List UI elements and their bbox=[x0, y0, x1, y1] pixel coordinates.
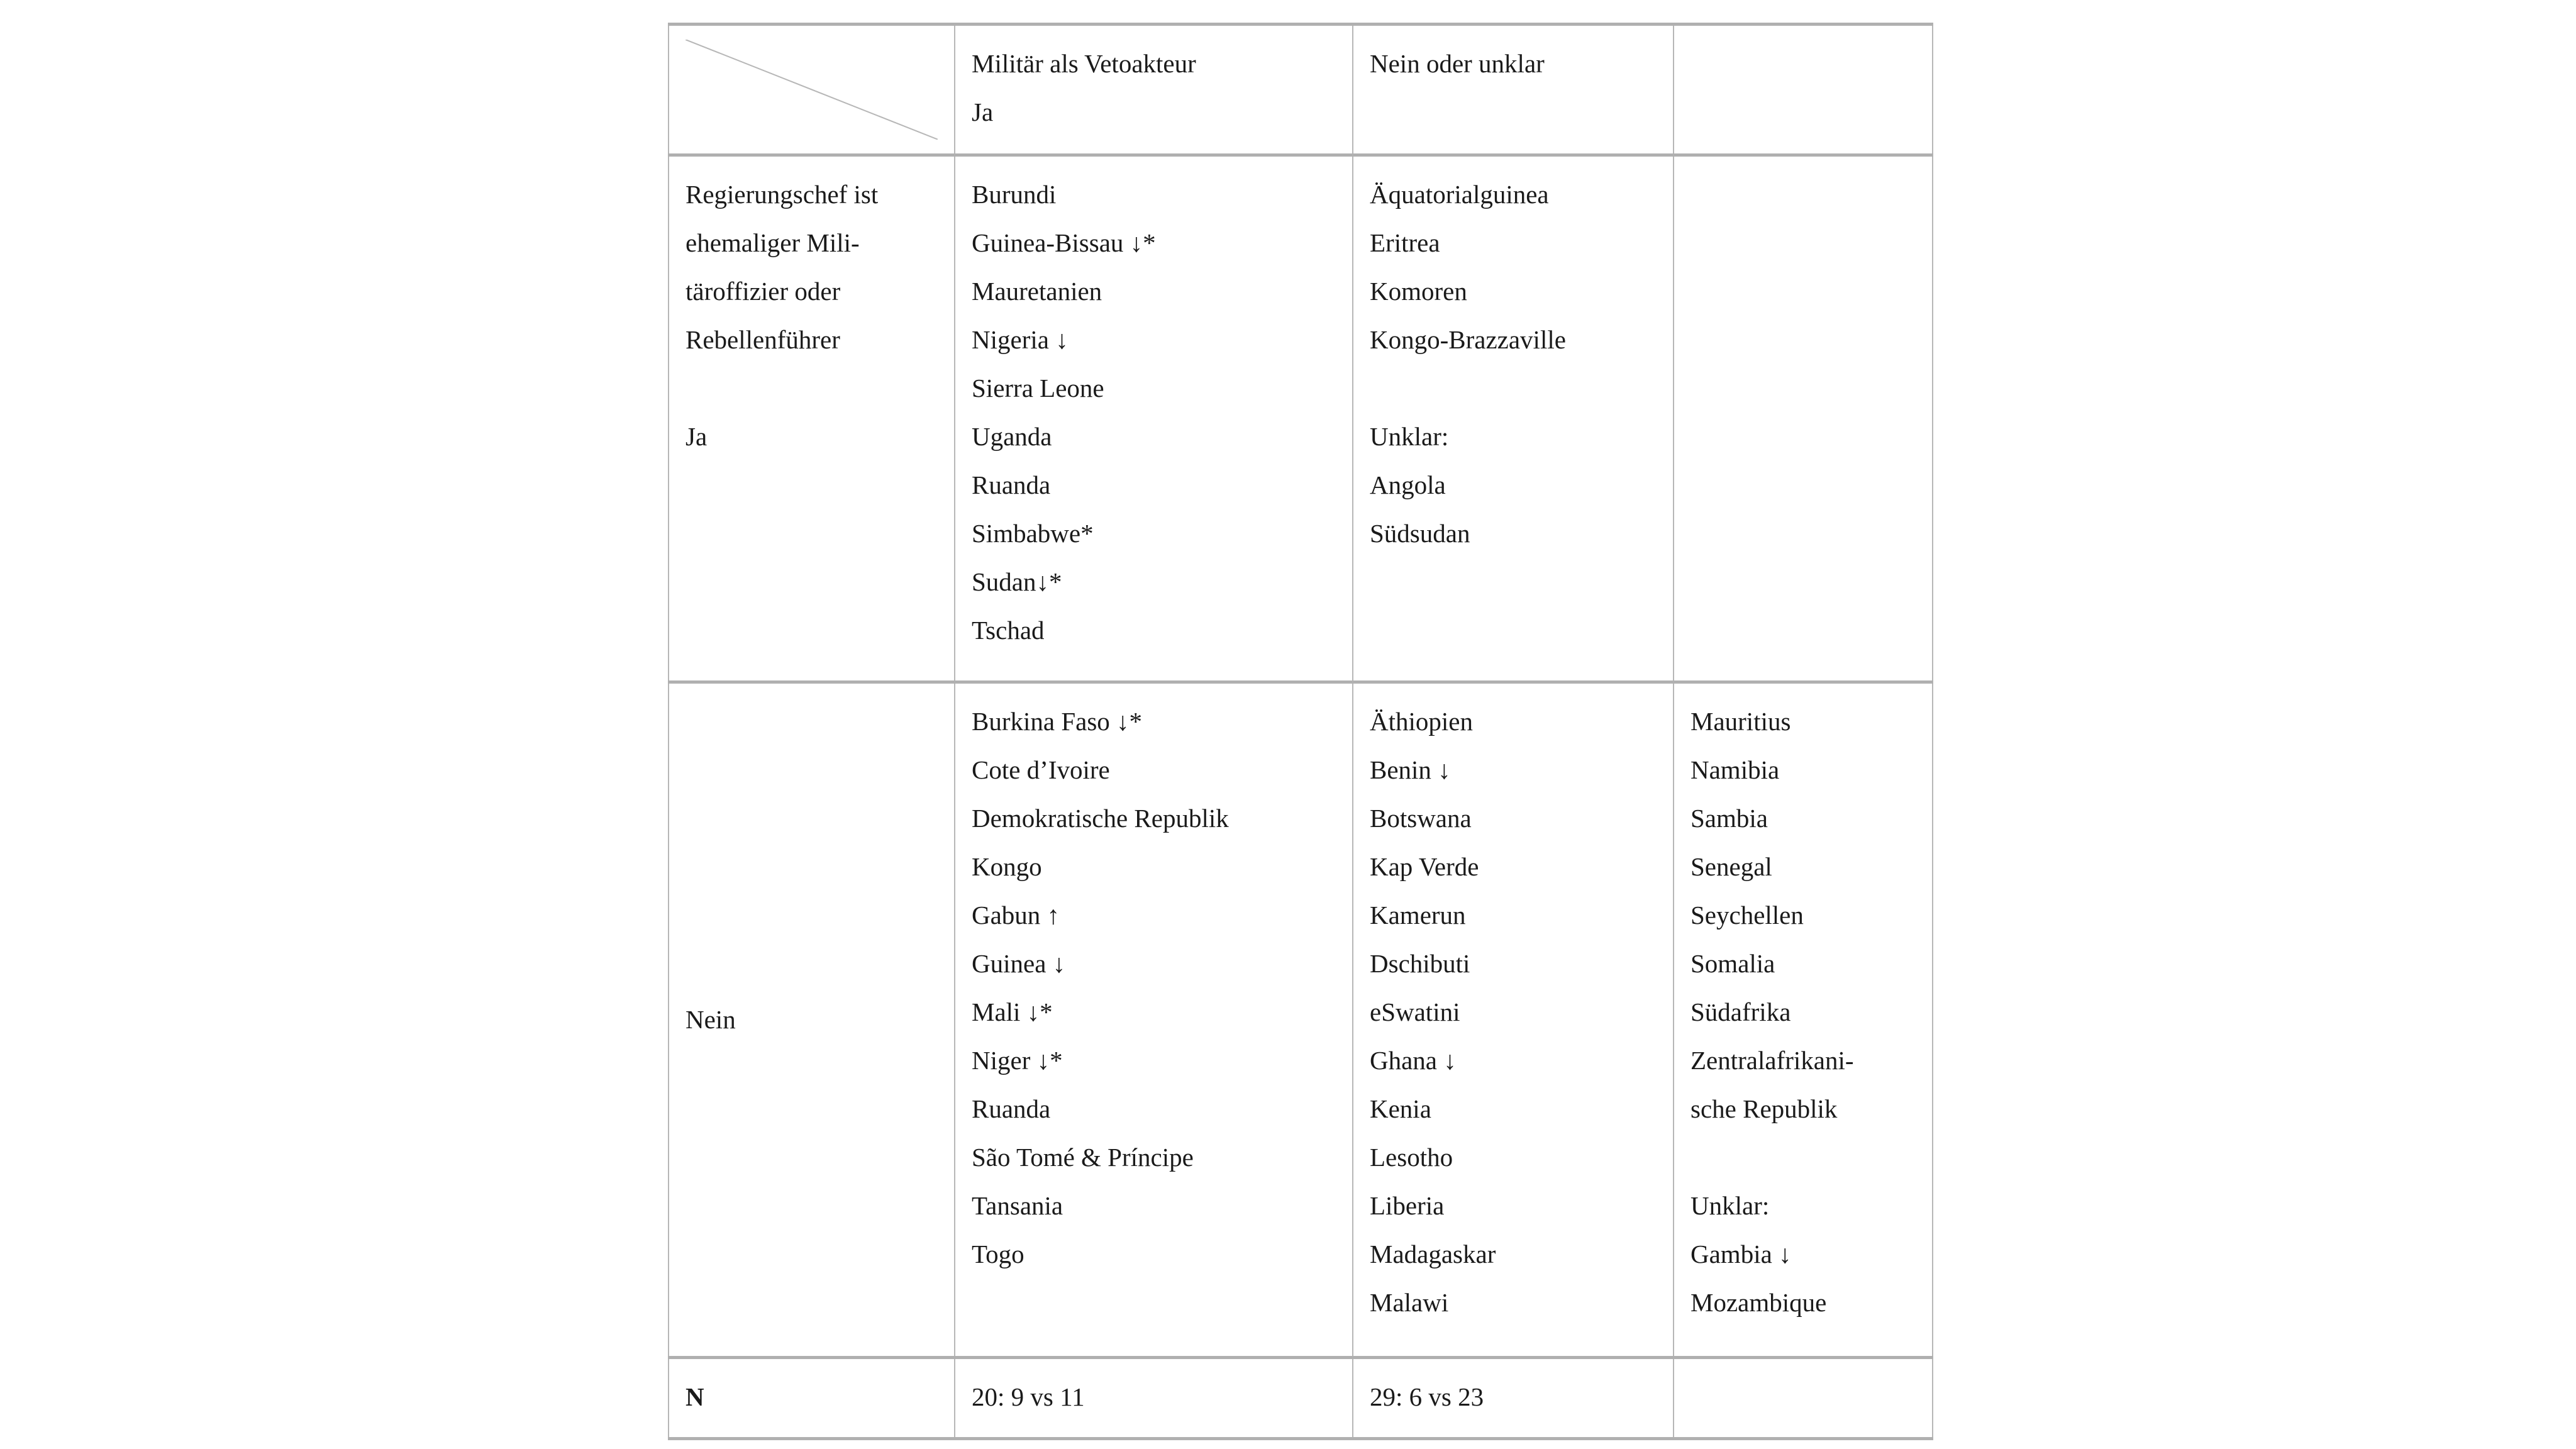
list-item: Burkina Faso ↓* bbox=[972, 706, 1143, 736]
list-item: Kenia bbox=[1370, 1094, 1431, 1123]
list-item: Mauretanien bbox=[972, 276, 1102, 306]
cell-row2-nein-oder-unklar bbox=[1353, 682, 1674, 1357]
list-item: Gabun ↑ bbox=[972, 900, 1060, 930]
list-item: Nigeria ↓ bbox=[972, 325, 1069, 354]
totals-ja: 20: 9 vs 11 bbox=[955, 1358, 1353, 1439]
list-item: Sambia bbox=[1690, 803, 1768, 833]
list-item: Eritrea bbox=[1370, 228, 1440, 257]
list-item: Kamerun bbox=[1370, 900, 1466, 930]
cell-row1-nein-oder-unklar bbox=[1353, 155, 1674, 682]
list-item: Kap Verde bbox=[1370, 852, 1479, 881]
row-header-line-4: Rebellenführer bbox=[686, 325, 840, 354]
totals-label: N bbox=[669, 1358, 955, 1439]
list-spacer bbox=[1370, 364, 1657, 413]
header-row bbox=[669, 25, 1933, 155]
list-item: Guinea ↓ bbox=[972, 948, 1066, 978]
list-item: Botswana bbox=[1370, 803, 1472, 833]
list-item: Tansania bbox=[972, 1191, 1063, 1220]
row-header-answer: Ja bbox=[686, 421, 708, 451]
row-header-line-3: täroffizier oder bbox=[686, 276, 841, 306]
list-item: São Tomé & Príncipe bbox=[972, 1142, 1194, 1172]
row-header-spacer bbox=[686, 364, 938, 413]
list-item: Kongo-Brazzaville bbox=[1370, 325, 1566, 354]
row-header-line-2: ehemaliger Mili- bbox=[686, 228, 860, 257]
list-item: Dschibuti bbox=[1370, 948, 1470, 978]
list-item: Angola bbox=[1370, 470, 1446, 499]
list-item: Mozambique bbox=[1690, 1287, 1827, 1317]
list-item: Ruanda bbox=[972, 1094, 1051, 1123]
list-item: Zentralafrikani- bbox=[1690, 1045, 1854, 1075]
list-item: Liberia bbox=[1370, 1191, 1445, 1220]
list-item: Gambia ↓ bbox=[1690, 1239, 1792, 1269]
list-item: Ghana ↓ bbox=[1370, 1045, 1457, 1075]
list-item: Äthiopien bbox=[1370, 706, 1473, 736]
list-item: Cote d’Ivoire bbox=[972, 755, 1110, 784]
list-item: Benin ↓ bbox=[1370, 755, 1451, 784]
list-item: Togo bbox=[972, 1239, 1024, 1269]
corner-cell-with-diagonal bbox=[669, 25, 955, 155]
column-header-nein-oder-unklar-label: Nein oder unklar bbox=[1370, 49, 1545, 78]
list-spacer bbox=[1690, 1133, 1916, 1182]
table-row bbox=[669, 155, 1933, 682]
totals-extra bbox=[1674, 1358, 1933, 1439]
list-item: Seychellen bbox=[1690, 900, 1804, 930]
column-header-ja bbox=[955, 25, 1353, 155]
list-item: Somalia bbox=[1690, 948, 1775, 978]
list-item: Uganda bbox=[972, 421, 1052, 451]
list-item: sche Republik bbox=[1690, 1094, 1838, 1123]
cell-row2-ja bbox=[955, 682, 1353, 1357]
cell-row1-ja bbox=[955, 155, 1353, 682]
column-header-nein-oder-unklar bbox=[1353, 25, 1674, 155]
row-header-ja bbox=[669, 155, 955, 682]
list-item: Malawi bbox=[1370, 1287, 1449, 1317]
list-item: eSwatini bbox=[1370, 997, 1460, 1026]
subsection-label-unklar: Unklar: bbox=[1690, 1191, 1770, 1220]
row-header-line-1: Regierungschef ist bbox=[686, 179, 879, 209]
column-header-ja-value: Ja bbox=[972, 97, 994, 126]
list-item: Äquatorialguinea bbox=[1370, 179, 1549, 209]
list-item: Simbabwe* bbox=[972, 518, 1094, 548]
list-item: Guinea-Bissau ↓* bbox=[972, 228, 1156, 257]
subsection-label-unklar: Unklar: bbox=[1370, 421, 1449, 451]
list-item: Niger ↓* bbox=[972, 1045, 1063, 1075]
list-item: Südsudan bbox=[1370, 518, 1470, 548]
totals-row bbox=[669, 1358, 1933, 1439]
column-header-ja-title: Militär als Vetoakteur bbox=[972, 49, 1196, 78]
list-item: Kongo bbox=[972, 852, 1042, 881]
cell-row2-extra bbox=[1674, 682, 1933, 1357]
row-header-answer: Nein bbox=[686, 1004, 736, 1034]
list-item: Sudan↓* bbox=[972, 567, 1062, 596]
list-item: Mauritius bbox=[1690, 706, 1791, 736]
list-item: Sierra Leone bbox=[972, 373, 1104, 402]
list-item: Ruanda bbox=[972, 470, 1051, 499]
list-item: Mali ↓* bbox=[972, 997, 1053, 1026]
totals-nein-oder-unklar: 29: 6 vs 23 bbox=[1353, 1358, 1674, 1439]
list-item: Tschad bbox=[972, 615, 1045, 645]
table-row bbox=[669, 682, 1933, 1357]
diagonal-divider-icon bbox=[686, 40, 938, 140]
list-item: Burundi bbox=[972, 179, 1057, 209]
row-header-nein bbox=[669, 682, 955, 1357]
cell-row1-extra bbox=[1674, 155, 1933, 682]
column-header-extra bbox=[1674, 25, 1933, 155]
list-item: Komoren bbox=[1370, 276, 1467, 306]
crosstab-matrix bbox=[668, 23, 1933, 1440]
list-item: Madagaskar bbox=[1370, 1239, 1496, 1269]
list-item: Lesotho bbox=[1370, 1142, 1453, 1172]
matrix-table-container bbox=[668, 23, 1932, 1440]
list-item: Senegal bbox=[1690, 852, 1772, 881]
list-item: Demokratische Republik bbox=[972, 803, 1229, 833]
list-item: Namibia bbox=[1690, 755, 1780, 784]
list-item: Südafrika bbox=[1690, 997, 1791, 1026]
